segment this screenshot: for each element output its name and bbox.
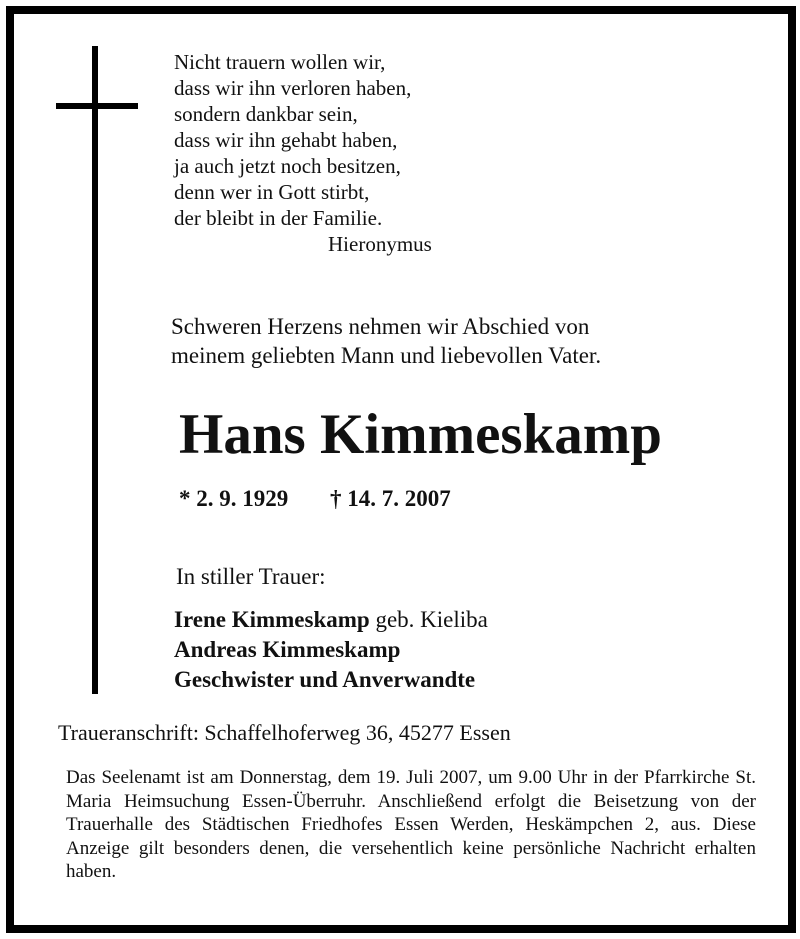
poem-line: Nicht trauern wollen wir, [174, 50, 386, 74]
poem-line: ja auch jetzt noch besitzen, [174, 154, 401, 178]
cross-horizontal-bar [56, 103, 138, 109]
mourning-address: Traueranschrift: Schaffelhoferweg 36, 45277 Essen [58, 720, 511, 745]
poem-author: Hieronymus [328, 232, 432, 256]
poem-line: sondern dankbar sein, [174, 102, 358, 126]
poem-line: der bleibt in der Familie. [174, 206, 383, 230]
birth-date: * 2. 9. 1929 [179, 486, 289, 511]
farewell-intro [171, 312, 601, 370]
funeral-notice: Das Seelenamt ist am Donnerstag, dem 19. Juli 2007, um 9.00 Uhr in der Pfarrkirche St. Maria Heimsuchung Essen-Überruhr. Anschließend erfolgt die Beisetzung von der Trauerhalle des Städtischen Friedhofes Essen Werden, Heskämpchen 2, aus. Diese Anzeige gilt besonders denen, die versehentlich keine persönliche Nachricht erhalten haben. [66, 767, 756, 882]
mourner-name: Irene Kimmeskamp [174, 607, 370, 632]
poem [174, 49, 432, 257]
mourner-row [174, 665, 488, 695]
life-dates [179, 484, 451, 514]
obituary-frame [6, 6, 796, 933]
mourning-heading: In stiller Trauer: [176, 564, 326, 589]
mourner-name: Geschwister und Anverwandte [174, 667, 476, 692]
deceased-name: Hans Kimmeskamp [179, 403, 662, 466]
cross-vertical-bar [92, 46, 98, 694]
poem-line: dass wir ihn verloren haben, [174, 76, 412, 100]
mourner-row [174, 605, 488, 635]
intro-line: Schweren Herzens nehmen wir Abschied von [171, 314, 590, 339]
intro-line: meinem geliebten Mann und liebevollen Vater. [171, 343, 602, 368]
mourners-list [174, 605, 488, 695]
mourner-suffix: geb. Kieliba [369, 607, 488, 632]
death-date: † 14. 7. 2007 [330, 486, 451, 511]
poem-line: denn wer in Gott stirbt, [174, 180, 370, 204]
mourner-name: Andreas Kimmeskamp [174, 637, 401, 662]
mourner-row [174, 635, 488, 665]
poem-line: dass wir ihn gehabt haben, [174, 128, 398, 152]
